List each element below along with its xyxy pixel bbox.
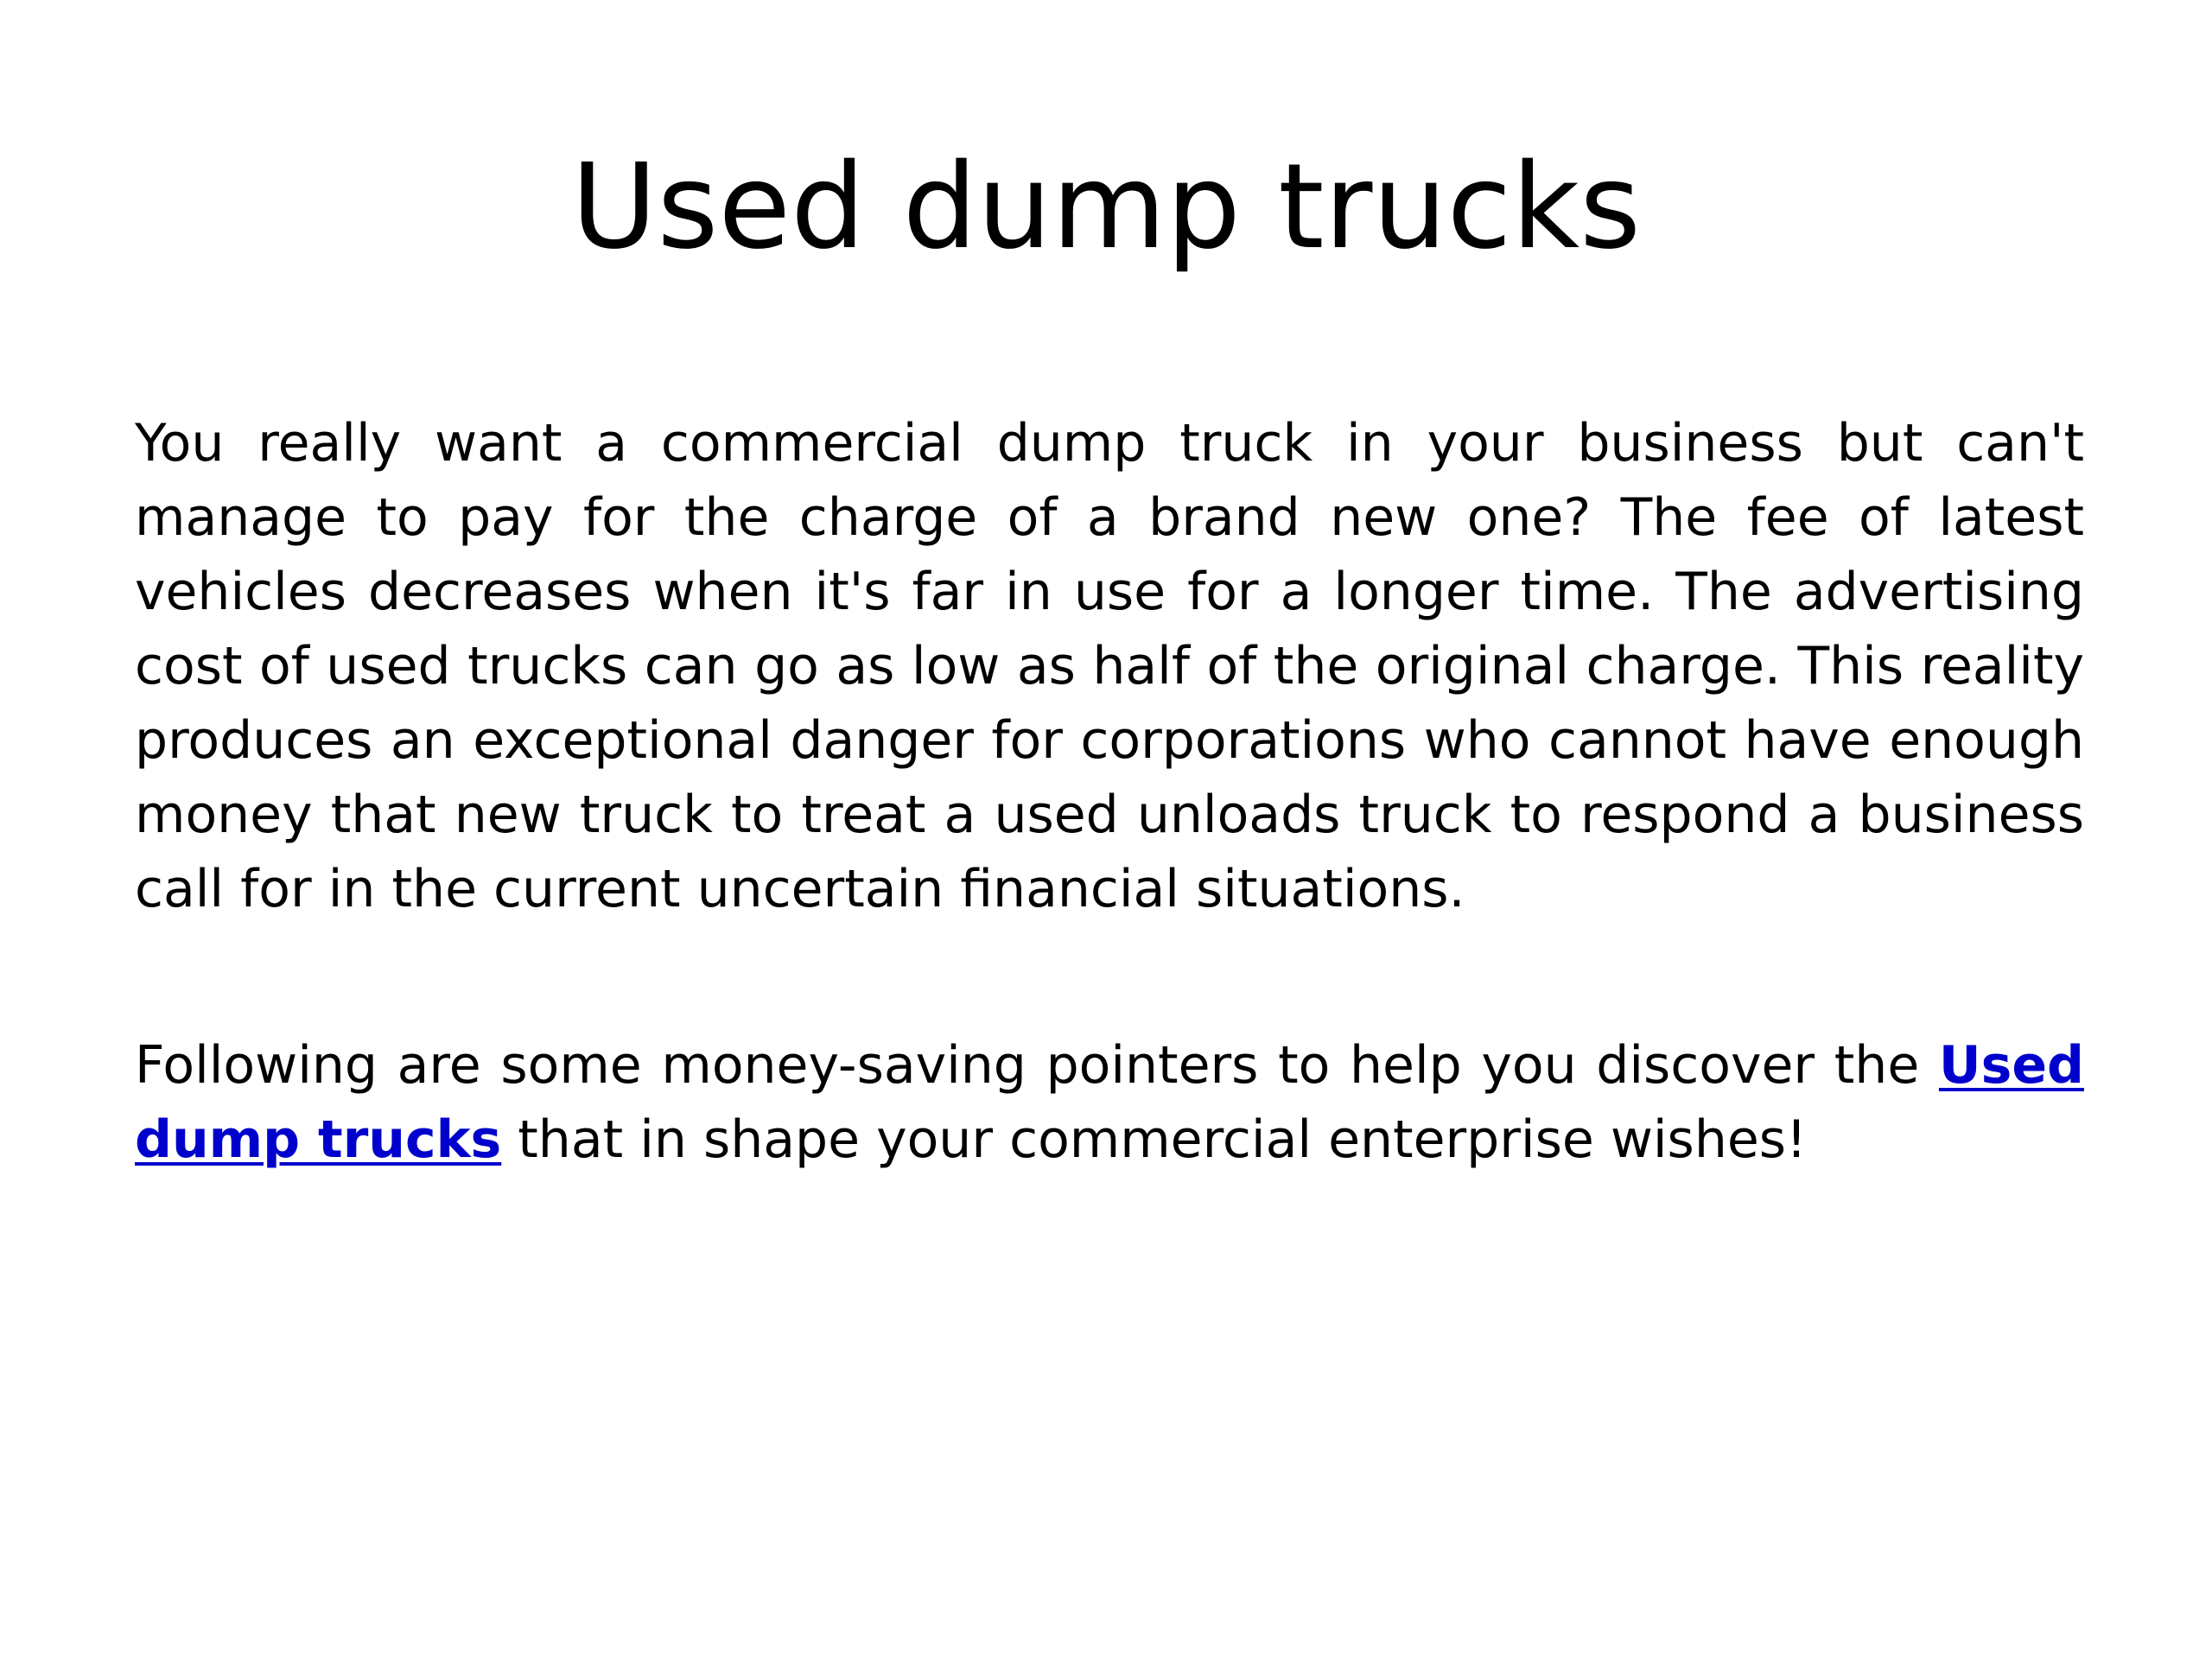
slide-body [135, 406, 2084, 1177]
slide-title: Used dump trucks [570, 139, 1641, 276]
body-paragraph-2 [135, 1028, 2084, 1177]
paragraph-2-text-before-link: Following are some money-saving pointers to help you discover the [135, 1035, 1939, 1096]
body-paragraph-1: You really want a commercial dump truck in your business but can't manage to pay for the charge of a brand new one? The fee of latest vehicles decreases when it's far in use for a longer time. The advertising cost of used trucks can go as low as half of the original charge. This reality produces an exceptional danger for corporations who cannot have enough money that new truck to treat a used unloads truck to respond a business call for in the current uncertain financial situations. [135, 413, 2084, 919]
paragraph-2-text-after-link: that in shape your commercial enterprise wishes! [501, 1109, 1808, 1170]
used-dump-trucks-link[interactable]: Used dump trucks [135, 1035, 2084, 1170]
